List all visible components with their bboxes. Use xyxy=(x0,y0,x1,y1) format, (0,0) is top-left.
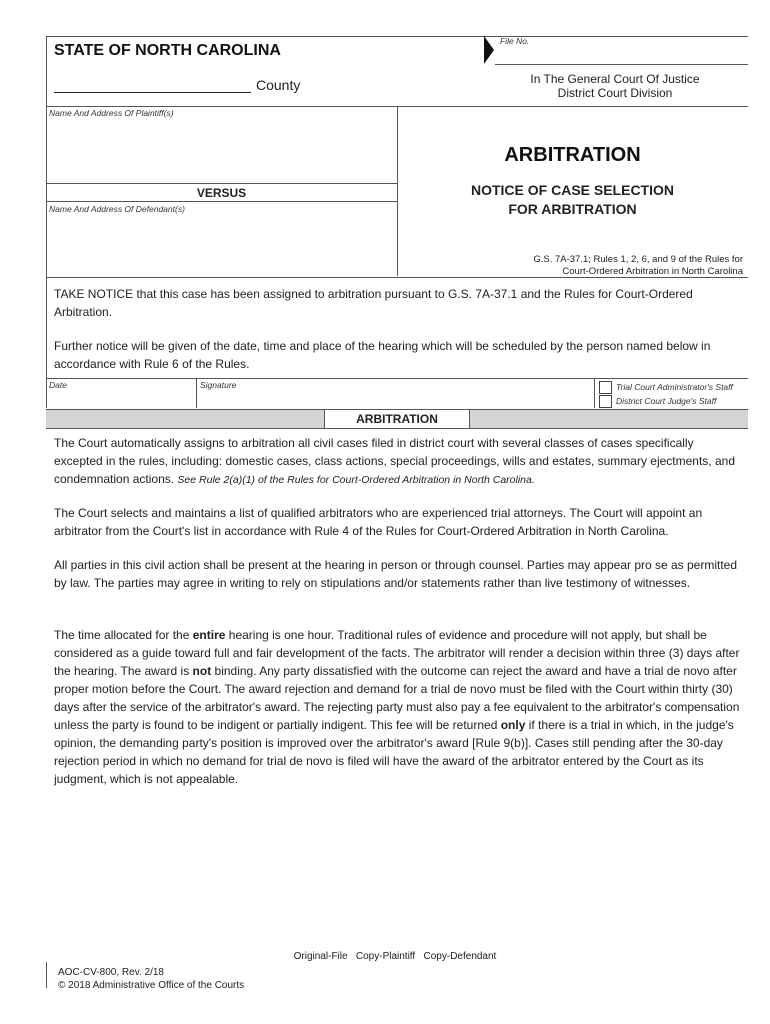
body-paragraph-4-not: not xyxy=(192,664,212,678)
versus-label: VERSUS xyxy=(196,186,247,200)
form-number: AOC-CV-800, Rev. 2/18 xyxy=(58,967,164,978)
defendant-field[interactable] xyxy=(47,216,396,274)
form-subtitle-1: NOTICE OF CASE SELECTION xyxy=(470,182,674,198)
body-paragraph-1 xyxy=(54,434,744,489)
plaintiff-label: Name And Address Of Plaintiff(s) xyxy=(49,108,174,118)
notice-paragraph-2: Further notice will be given of the date, time and place of the hearing which will be scheduled by the person named below in accordance with Rule 6 of the Rules. xyxy=(54,339,711,371)
footer-left-rule xyxy=(46,962,47,988)
file-no-underline xyxy=(495,64,748,65)
notice-paragraph-1: TAKE NOTICE that this case has been assigned to arbitration pursuant to G.S. 7A-37.1 and the Rules for Court-Ordered Arbitration. xyxy=(54,287,693,319)
district-judge-label: District Court Judge's Staff xyxy=(616,396,717,406)
trial-court-admin-checkbox[interactable] xyxy=(599,381,612,394)
body-paragraph-4 xyxy=(54,626,746,788)
versus-top-line xyxy=(46,183,397,184)
signature-field[interactable] xyxy=(197,390,592,408)
county-input-line[interactable] xyxy=(54,92,251,93)
date-field[interactable] xyxy=(47,390,195,408)
state-name: STATE OF NORTH CAROLINA xyxy=(54,42,281,59)
file-no-marker xyxy=(484,36,494,64)
form-subtitle-2: FOR ARBITRATION xyxy=(508,201,637,217)
statute-reference-1: G.S. 7A-37.1; Rules 1, 2, 6, and 9 of the Rules for xyxy=(533,254,743,265)
court-line-1: In The General Court Of Justice xyxy=(530,72,700,86)
trial-court-admin-label: Trial Court Administrator's Staff xyxy=(616,382,733,392)
body-paragraph-4-c: hearing is one hour. Traditional rules of evidence and procedure will not apply, but shall be considered as a guide toward full and fair development of the facts. The arbitrator will render a decision within three (3) days after the hearing. The award is xyxy=(54,628,740,678)
defendant-label: Name And Address Of Defendant(s) xyxy=(49,204,185,214)
county-label: County xyxy=(256,77,301,93)
signature-label: Signature xyxy=(200,380,237,390)
statute-reference-2: Court-Ordered Arbitration in North Carolina xyxy=(562,266,743,277)
form-top-border xyxy=(46,36,484,37)
copyright: © 2018 Administrative Office of the Courts xyxy=(58,980,245,991)
plaintiff-field[interactable] xyxy=(47,120,396,182)
body-paragraph-1-note: See Rule 2(a)(1) of the Rules for Court-Ordered Arbitration in North Carolina. xyxy=(177,474,535,486)
body-paragraph-4-g: if there is a trial in which, in the judge's opinion, the demanding party's position is improved over the arbitrator's award [Rule 9(b)]. Cases still pending after the 30-day rejection period in which no demand for trial de novo is filed will have the award of the arbitrator entered by the Court as its judgment, which is not appealable. xyxy=(54,718,734,786)
body-paragraph-4-a: The time allocated for the xyxy=(54,628,193,642)
district-judge-checkbox[interactable] xyxy=(599,395,612,408)
body-paragraph-4-e: binding. Any party dissatisfied with the outcome can reject the award and have a trial de novo after proper motion before the Court. The award rejection and demand for a trial de novo must be filed with the Court within thirty (30) days after the service of the arbitrator's award. The rejecting party must also pay a fee equivalent to the arbitrator's compensation unless the party is found to be indigent or partially indigent. This fee will be returned xyxy=(54,664,740,732)
party-divider xyxy=(397,106,398,276)
body-paragraph-1-text: The Court automatically assigns to arbitration all civil cases filed in district court with several classes of cases specifically excepted in the rules, including: domestic cases, class actions, special proceedings, wills and estates, summary ejectments, and condemnation actions. xyxy=(54,436,735,486)
signature-row-top xyxy=(46,378,748,379)
section-header-label: ARBITRATION xyxy=(324,409,470,429)
court-line-2: District Court Division xyxy=(557,86,673,100)
body-paragraph-4-only: only xyxy=(500,718,526,732)
distribution-line: Original-File Copy-Plaintiff Copy-Defendant xyxy=(293,951,497,962)
form-title: ARBITRATION xyxy=(504,144,641,166)
notice-top-line xyxy=(46,277,748,278)
versus-bottom-line xyxy=(46,201,397,202)
body-paragraph-2: The Court selects and maintains a list of qualified arbitrators who are experienced trial attorneys. The Court will appoint an arbitrator from the Court's list in accordance with Rule 4 of the Rules for Court-Ordered Arbitration in North Carolina. xyxy=(54,506,703,538)
body-paragraph-3: All parties in this civil action shall be present at the hearing in person or through counsel. Parties may appear pro se as permitted by law. The parties may agree in writing to rely on stipulations and/or statements rather than live testimony of witnesses. xyxy=(54,558,738,590)
date-label: Date xyxy=(49,380,67,390)
file-no-label: File No. xyxy=(500,36,530,46)
body-paragraph-4-entire: entire xyxy=(192,628,226,642)
signature-options-divider xyxy=(594,378,595,408)
